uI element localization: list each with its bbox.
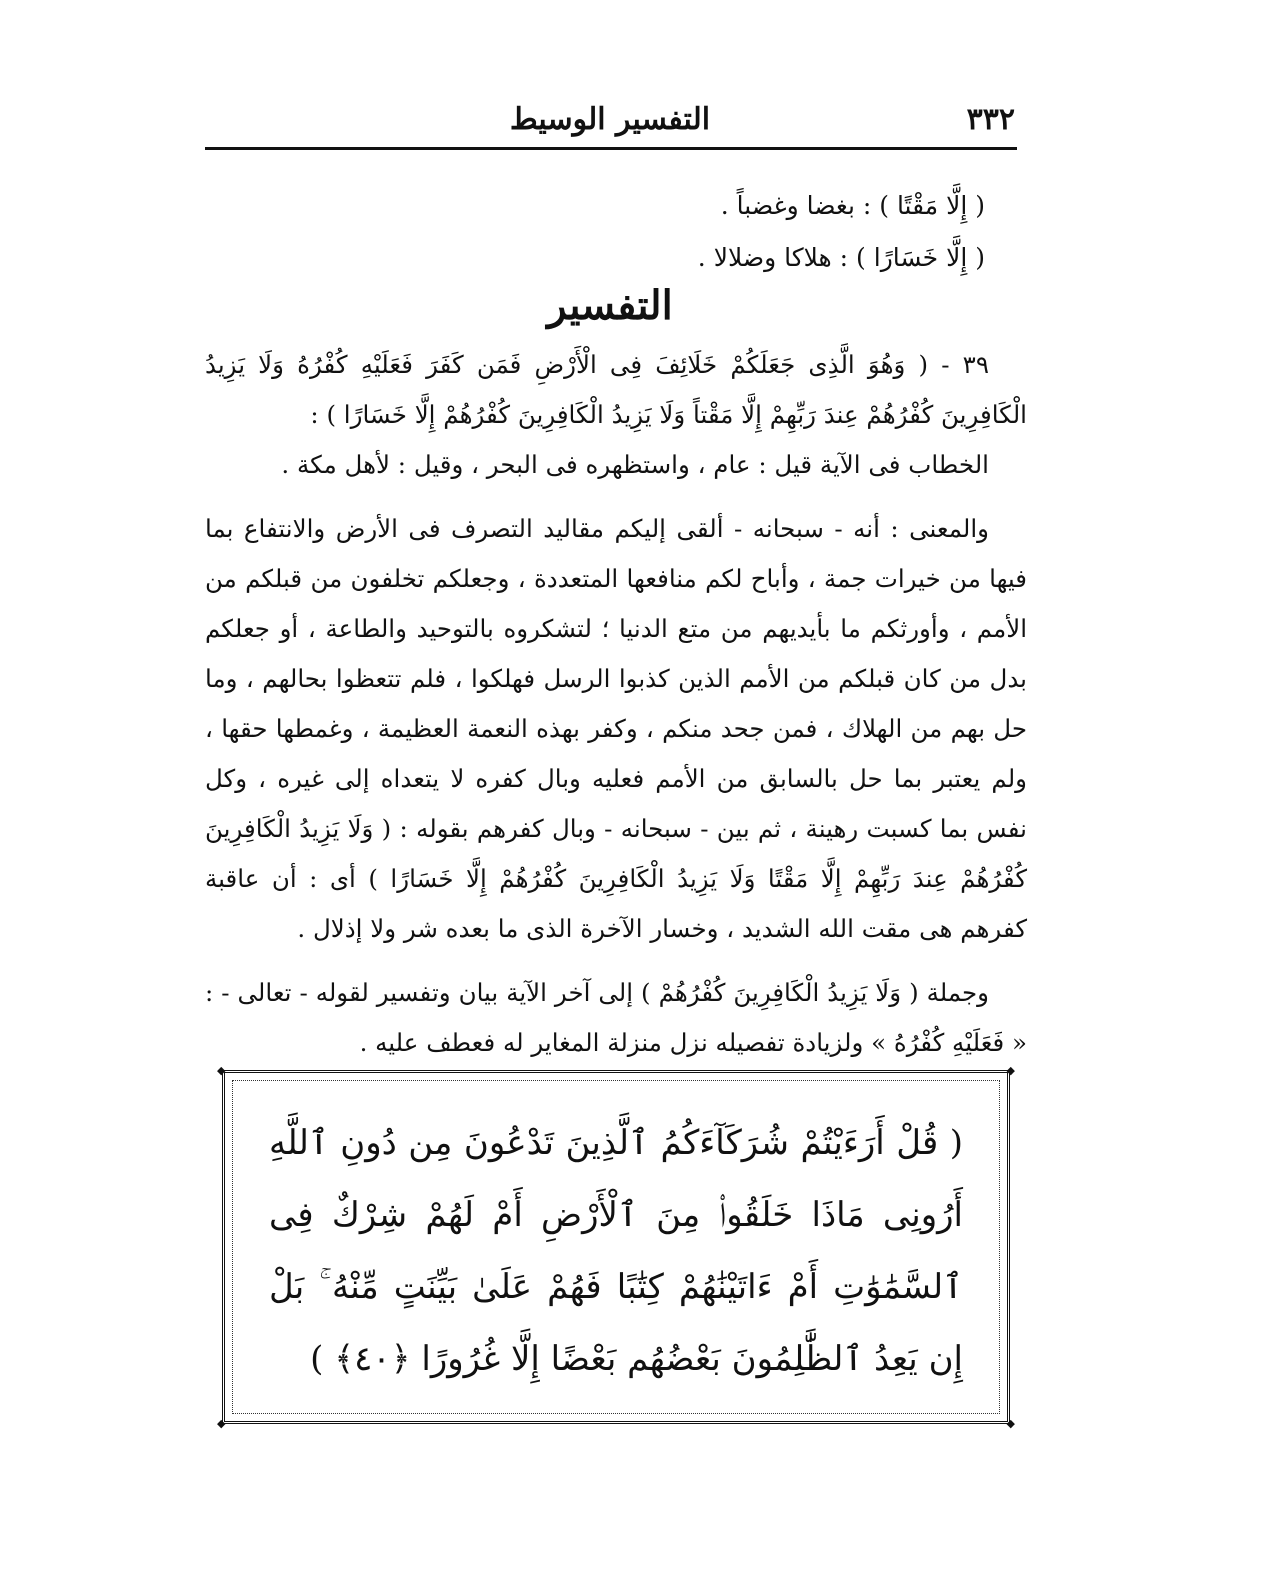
verse-quote-paragraph: ٣٩ - ( وَهُوَ الَّذِى جَعَلَكُمْ خَلَائِفَ فِى الْأَرْضِ فَمَن كَفَرَ فَعَلَيْهِ كُفْرُهُ وَلَا يَزِيدُ الْكَافِرِينَ كُفْرُهُمْ عِندَ رَبِّهِمْ إِلَّا مَقْتاً وَلَا يَزِيدُ الْكَافِرِينَ كُفْرُهُمْ إِلَّا خَسَارًا ) :: [205, 350, 1027, 429]
commentary-body: [205, 340, 1027, 1068]
page-number: ٣٣٢: [966, 102, 1015, 137]
corner-ornament-icon: ◆: [1006, 1064, 1015, 1077]
corner-ornament-icon: ◆: [217, 1064, 226, 1077]
commentary-paragraph: وجملة ( وَلَا يَزِيدُ الْكَافِرِينَ كُفْرُهُمْ ) إلى آخر الآية بيان وتفسير لقوله - تعالى - : « فَعَلَيْهِ كُفْرُهُ » ولزيادة تفصيله نزل منزلة المغاير له فعطف عليه .: [205, 978, 1027, 1057]
corner-ornament-icon: ◆: [217, 1417, 226, 1430]
quran-verse-text: ( قُلْ أَرَءَيْتُمْ شُرَكَآءَكُمُ ٱلَّذِينَ تَدْعُونَ مِن دُونِ ٱللَّهِ أَرُونِى مَاذَا خَلَقُوا۟ مِنَ ٱلْأَرْضِ أَمْ لَهُمْ شِرْكٌ فِى ٱلسَّمَٰوَٰتِ أَمْ ءَاتَيْنَٰهُمْ كِتَٰبًا فَهُمْ عَلَىٰ بَيِّنَتٍ مِّنْهُ ۚ بَلْ إِن يَعِدُ ٱلظَّٰلِمُونَ بَعْضُهُم بَعْضًا إِلَّا غُرُورًا ﴿٤٠﴾ ): [269, 1123, 963, 1379]
glossary-entry: ( إِلَّا خَسَارًا ) : هلاكا وضلالا .: [697, 243, 985, 272]
header-divider: [205, 147, 1017, 150]
page-header: [205, 98, 1015, 140]
quran-verse-box: [217, 1064, 1015, 1430]
section-title: التفسير: [547, 282, 673, 329]
glossary-entry: ( إِلَّا مَقْتًا ) : بغضا وغضباً .: [720, 191, 985, 220]
commentary-paragraph: والمعنى : أنه - سبحانه - ألقى إليكم مقاليد التصرف فى الأرض والانتفاع بما فيها من خيرات جمة ، وأباح لكم منافعها المتعددة ، وجعلكم تخلفون من قبلكم من الأمم ، وأورثكم ما بأيديهم من متع الدنيا ؛ لتشكروه بالتوحيد والطاعة ، أو جعلكم بدل من كان قبلكم من الأمم الذين كذبوا الرسل فهلكوا ، فلم تتعظوا بحالهم ، وما حل بهم من الهلاك ، فمن جحد منكم ، وكفر بهذه النعمة العظيمة ، وغمطها حقها ، ولم يعتبر بما حل بالسابق من الأمم فعليه وبال كفره لا يتعداه إلى غيره ، وكل نفس بما كسبت رهينة ، ثم بين - سبحانه - وبال كفرهم بقوله : ( وَلَا يَزِيدُ الْكَافِرِينَ كُفْرُهُمْ عِندَ رَبِّهِمْ إِلَّا مَقْتًا وَلَا يَزِيدُ الْكَافِرِينَ كُفْرُهُمْ إِلَّا خَسَارًا ) أى : أن عاقبة كفرهم هى مقت الله الشديد ، وخسار الآخرة الذى ما بعده شر ولا إذلال .: [205, 514, 1027, 943]
corner-ornament-icon: ◆: [1006, 1417, 1015, 1430]
book-title: التفسير الوسيط: [509, 102, 711, 137]
commentary-paragraph: الخطاب فى الآية قيل : عام ، واستظهره فى البحر ، وقيل : لأهل مكة .: [281, 450, 989, 479]
glossary: [205, 180, 1015, 284]
